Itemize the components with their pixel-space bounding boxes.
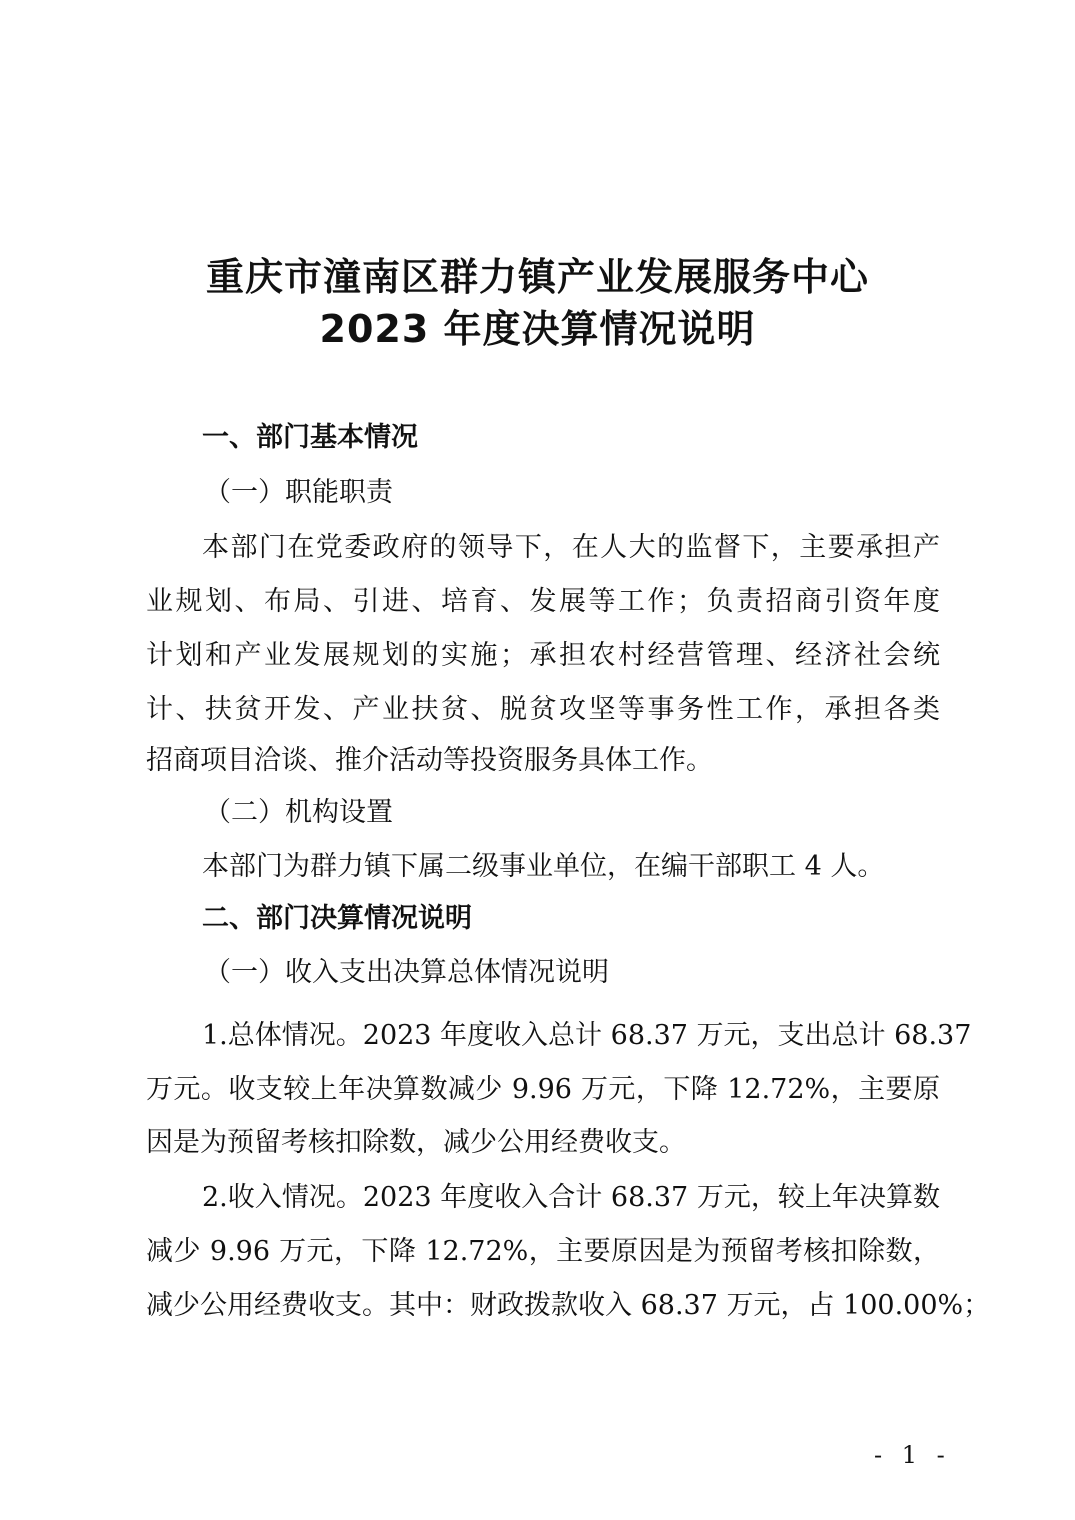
para4-line: 2.收入情况。2023 年度收入合计 68.37 万元，较上年决算数 bbox=[202, 1182, 940, 1213]
para2: 本部门为群力镇下属二级事业单位，在编干部职工 4 人。 bbox=[202, 851, 885, 882]
page-number: - 1 - bbox=[874, 1441, 951, 1469]
para1-line: 本部门在党委政府的领导下，在人大的监督下，主要承担产 bbox=[202, 532, 940, 563]
para1-line: 业规划、布局、引进、培育、发展等工作；负责招商引资年度 bbox=[146, 586, 940, 617]
para1-line: 计划和产业发展规划的实施；承担农村经营管理、经济社会统 bbox=[146, 640, 940, 671]
para1-line: 招商项目洽谈、推介活动等投资服务具体工作。 bbox=[146, 745, 713, 776]
para4-line: 减少公用经费收支。其中：财政拨款收入 68.37 万元，占 100.00%； bbox=[146, 1290, 991, 1321]
document-title-line1: 重庆市潼南区群力镇产业发展服务中心 bbox=[205, 255, 869, 299]
para4-line: 减少 9.96 万元，下降 12.72%，主要原因是为预留考核扣除数， bbox=[146, 1236, 940, 1267]
sub3-heading: （一）收入支出决算总体情况说明 bbox=[204, 957, 609, 988]
sub2-heading: （二）机构设置 bbox=[204, 797, 393, 828]
sub1-heading: （一）职能职责 bbox=[204, 477, 393, 508]
para3-line: 1.总体情况。2023 年度收入总计 68.37 万元，支出总计 68.37 bbox=[202, 1020, 972, 1051]
section1-heading: 一、部门基本情况 bbox=[202, 422, 418, 453]
section2-heading: 二、部门决算情况说明 bbox=[202, 903, 472, 934]
para3-line: 万元。收支较上年决算数减少 9.96 万元，下降 12.72%，主要原 bbox=[146, 1074, 940, 1105]
para1-line: 计、扶贫开发、产业扶贫、脱贫攻坚等事务性工作，承担各类 bbox=[146, 694, 940, 725]
document-title-line2: 2023 年度决算情况说明 bbox=[319, 307, 756, 351]
para3-line: 因是为预留考核扣除数，减少公用经费收支。 bbox=[146, 1127, 686, 1158]
